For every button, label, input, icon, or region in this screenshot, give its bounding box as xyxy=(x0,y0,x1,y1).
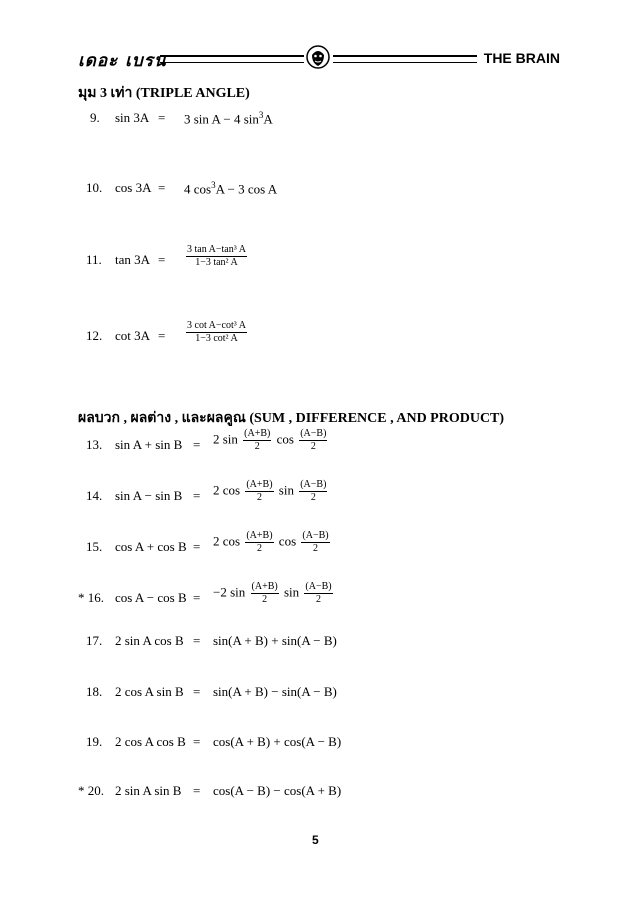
item-lhs: 2 cos A cos B xyxy=(115,734,186,749)
item-lhs: cos A + cos B xyxy=(115,539,187,554)
item-number: 17. xyxy=(86,633,103,648)
equals-sign: = xyxy=(193,783,201,798)
section-title-sum-difference-product: ผลบวก , ผลต่าง , และผลคูณ (SUM , DIFFERENCE , AND PRODUCT) xyxy=(78,411,505,426)
item-rhs: 2 cos $\frac{(A+B)}{2}$ sin $\frac{(A-B)}{2}$ xyxy=(213,479,327,503)
header-title-thai: เดอะ เบรน xyxy=(78,51,167,71)
item-lhs: cos A − cos B xyxy=(115,590,187,605)
equals-sign: = xyxy=(193,590,201,605)
item-number: 13. xyxy=(86,437,103,452)
item-rhs: 2 cos $\frac{(A+B)}{2}$ cos $\frac{(A-B)}{2}$ xyxy=(213,530,329,554)
item-number: 15. xyxy=(86,539,103,554)
equals-sign: = xyxy=(158,252,166,267)
item-lhs: sin A − sin B xyxy=(115,488,183,503)
item-rhs-fraction: $\frac{\text{3 tan A−tan³ A}}{\text{1−3 tan² A}}$ xyxy=(187,244,246,268)
item-rhs-fraction: $\frac{\text{3 cot A−cot³ A}}{\text{1−3 cot² A}}$ xyxy=(187,320,246,344)
item-lhs: 2 sin A cos B xyxy=(115,633,184,648)
item-number: 18. xyxy=(86,684,103,699)
page-number: 5 xyxy=(312,833,319,847)
item-rhs: 4 $\cos^3A - 3$ cos A xyxy=(184,180,278,197)
item-rhs: −2 sin $\frac{(A+B)}{2}$ sin $\frac{(A-B)}{2}$ xyxy=(213,581,332,605)
face-logo-icon xyxy=(306,45,330,69)
equals-sign: = xyxy=(193,734,201,749)
item-number: 19. xyxy=(86,734,103,749)
item-lhs: cos 3A xyxy=(115,180,152,195)
equals-sign: = xyxy=(193,684,201,699)
item-number: 12. xyxy=(86,328,103,343)
section-title-triple-angle: มุม 3 เท่า (TRIPLE ANGLE) xyxy=(78,86,250,101)
item-number: * 20. xyxy=(78,783,104,798)
equals-sign: = xyxy=(193,488,201,503)
item-lhs: sin 3A xyxy=(115,110,150,125)
item-rhs: 3 sin A − 4 $\sin^3A$ xyxy=(184,110,273,127)
header-rule-left xyxy=(160,55,304,63)
item-number: 10. xyxy=(86,180,103,195)
equals-sign: = xyxy=(193,539,201,554)
equals-sign: = xyxy=(193,633,201,648)
item-rhs: sin(A + B) + sin(A − B) xyxy=(213,633,337,648)
item-lhs: tan 3A xyxy=(115,252,151,267)
header-rule-right xyxy=(333,55,477,63)
item-rhs: cos(A + B) + cos(A − B) xyxy=(213,734,342,749)
item-lhs: cot 3A xyxy=(115,328,151,343)
item-number: 11. xyxy=(86,252,102,267)
item-lhs: 2 cos A sin B xyxy=(115,684,184,699)
item-number: 14. xyxy=(86,488,103,503)
item-lhs: sin A + sin B xyxy=(115,437,183,452)
equals-sign: = xyxy=(158,180,166,195)
item-number: 9. xyxy=(90,110,100,125)
item-rhs: 2 sin $\frac{(A+B)}{2}$ cos $\frac{(A-B)}{2}$ xyxy=(213,428,327,452)
item-rhs: cos(A − B) − cos(A + B) xyxy=(213,783,342,798)
item-rhs: sin(A + B) − sin(A − B) xyxy=(213,684,337,699)
item-lhs: 2 sin A sin B xyxy=(115,783,182,798)
equals-sign: = xyxy=(158,328,166,343)
item-number: * 16. xyxy=(78,590,104,605)
equals-sign: = xyxy=(158,110,166,125)
equals-sign: = xyxy=(193,437,201,452)
header-title-english: THE BRAIN xyxy=(483,50,560,66)
